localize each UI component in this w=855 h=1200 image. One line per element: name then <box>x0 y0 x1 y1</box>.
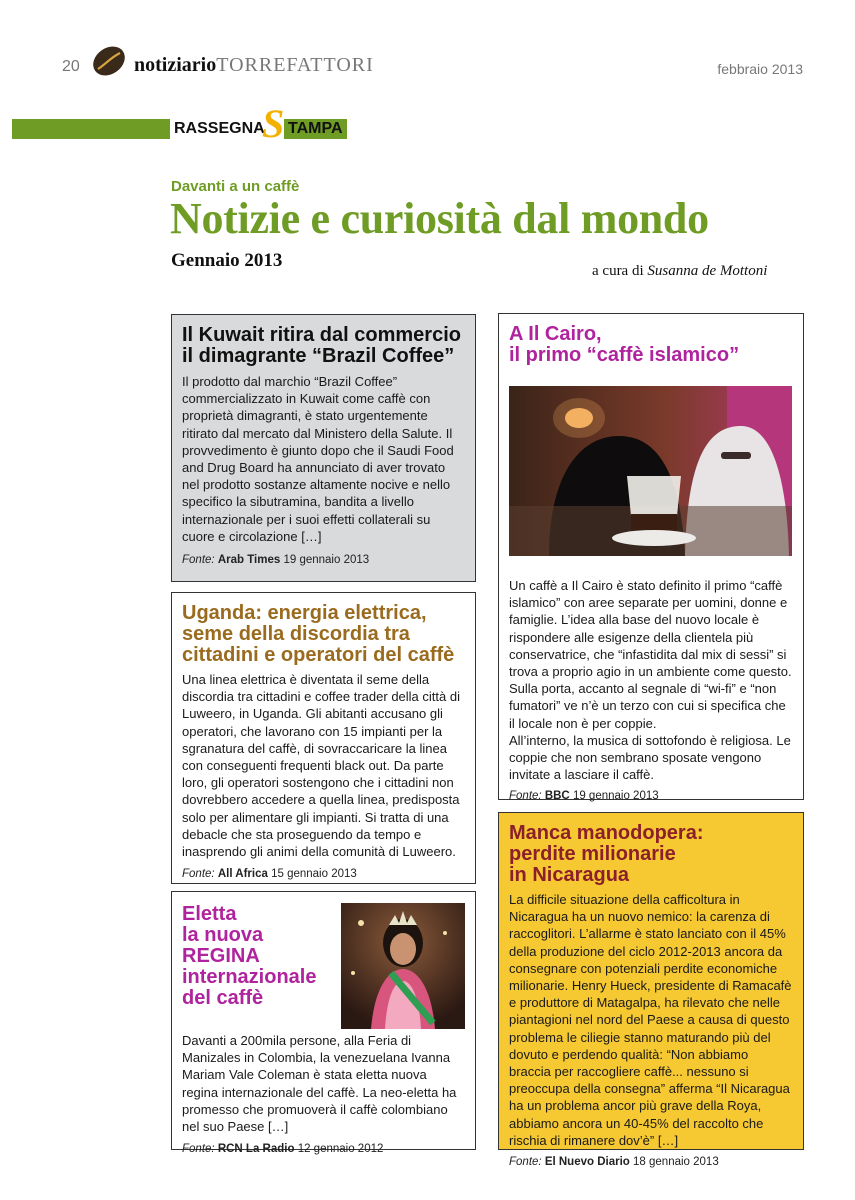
curator-credit <box>592 263 767 280</box>
source-date: 18 gennaio 2013 <box>633 1156 719 1169</box>
source-label: Fonte: <box>182 1143 215 1156</box>
kicker: Davanti a un caffè <box>171 178 300 195</box>
source-label: Fonte: <box>509 1156 542 1169</box>
title-line: la nuova <box>182 924 264 946</box>
article-source <box>509 790 793 802</box>
page-title: Notizie e curiosità dal mondo <box>170 194 709 243</box>
title-line: REGINA <box>182 945 260 967</box>
article-title: Il Kuwait ritira dal commercio il dimagrante “Brazil Coffee” <box>182 324 461 367</box>
source-label: Fonte: <box>182 554 215 567</box>
source-label: Fonte: <box>509 790 542 803</box>
article-source <box>182 1143 465 1155</box>
source-name: RCN La Radio <box>217 1143 295 1156</box>
month-label: Gennaio 2013 <box>171 250 283 271</box>
brand-light: TORREFATTORI <box>216 54 374 76</box>
article-body: Sulla porta, accanto al segnale di “wi-fi” e “non fumatori” ve n’è un terzo con cui si specifica che il locale non è per coppie. <box>509 681 786 731</box>
brand-bold: notiziario <box>134 54 217 76</box>
article-body: All’interno, la musica di sottofondo è religiosa. Le coppie che non sembrano sposate vengono invitate a lasciare il caffè. <box>509 732 791 783</box>
source-name: Arab Times <box>217 554 281 567</box>
title-line: perdite milionarie <box>509 843 676 865</box>
article-title: Uganda: energia elettrica, seme della discordia tra cittadini e operatori del caffè <box>182 602 455 666</box>
article-title <box>509 324 793 366</box>
source-date: 19 gennaio 2013 <box>572 790 659 803</box>
section-label-s: S <box>262 101 285 146</box>
source-label: Fonte: <box>182 868 215 881</box>
page-number: 20 <box>62 58 80 75</box>
article-body: La difficile situazione della cafficoltura in Nicaragua ha un nuovo nemico: la carenza di raccoglitori. L’allarme è stato lanciato con il 45% della produzione del ciclo 2012-2013 ancora da consegnare con potenziali perdite economiche milionarie. Henry Hueck, presidente di Ramacafè e produttore di Matagalpa, ha rilevato che nelle piantagioni nel nord del Paese a causa di questo problema le ciliegie stanno maturando più del dovuto e perdendo qualità: “Non abbiamo braccia per raccogliere caffè... nessuno si preoccupa della consegna” afferma “Il Nicaragua ha un problema ancor più grave della Roya, abbiamo ancora un 40-45% del raccolto che rischia di rimanere dov’è” […] <box>509 892 792 1148</box>
curator-name: Susanna de Mottoni <box>647 263 768 279</box>
article-body: Una linea elettrica è diventata il seme della discordia tra cittadini e coffee trader della città di Luweero, in Uganda. Gli abitanti accusano gli operatori, che lavorano con 15 impianti per la sgranatura del caffè, di sovraccaricare la linea con conseguenti frequenti black out. Da parte loro, gli operatori sostengono che i cittadini non dovrebbero accedere a quella linea, predisposta solo per alimentare gli impianti. Si tratta di una debacle che sta proseguendo da tempo e inasprendo gli animi della comunità di Luweero. <box>182 672 460 860</box>
title-line: Eletta <box>182 903 237 925</box>
source-date: 15 gennaio 2013 <box>271 868 357 881</box>
section-label-rassegna: RASSEGNA <box>174 120 265 137</box>
article-body: Davanti a 200mila persone, alla Feria di Manizales in Colombia, la venezuelana Ivanna Mariam Vale Coleman è stata eletta nuova regina internazionale del caffè. La neo-eletta ha promesso che promuoverà il caffè colombiano nel suo Paese […] <box>182 1033 457 1135</box>
article-title <box>509 823 793 886</box>
article-nicaragua <box>498 812 804 1169</box>
title-line: il primo “caffè islamico” <box>509 344 740 366</box>
title-line: internazionale <box>182 966 317 988</box>
coffee-bean-icon <box>90 42 128 80</box>
article-source <box>182 868 465 880</box>
source-name: BBC <box>544 790 570 803</box>
article-uganda <box>171 592 476 884</box>
coffee-queen-photo <box>341 903 465 1029</box>
title-line: A Il Cairo, <box>509 323 602 345</box>
article-body: Il prodotto dal marchio “Brazil Coffee” commercializzato in Kuwait come caffè con proprietà dimagranti, è stato urgentemente ritirato dal mercato dal Ministero della Salute. Il provvedimento è giunto dopo che il Saudi Food and Drug Board ha annunciato di aver trovato nel prodotto sostanze altamente nocive e nello specifico la sibutramina, bandita a livello internazionale per i suoi effetti collaterali su cuore e circolazione […] <box>182 374 454 544</box>
section-label-tampa: TAMPA <box>284 119 347 139</box>
source-date: 12 gennaio 2012 <box>297 1143 384 1156</box>
islamic-cafe-photo <box>509 386 792 556</box>
title-line: Manca manodopera: <box>509 822 704 844</box>
article-source <box>182 554 465 566</box>
source-date: 19 gennaio 2013 <box>283 554 370 567</box>
source-name: All Africa <box>217 868 268 881</box>
brand-name <box>134 54 374 77</box>
article-body: Un caffè a Il Cairo è stato definito il primo “caffè islamico” con aree separate per uomini, donne e famiglie. L’idea alla base del nuovo locale è rispondere alle esigenze della clientela più conservatrice, che “infastidita dal mix di sessi” si trova a proprio agio in un ambiente come questo. <box>509 578 792 680</box>
article-kuwait <box>171 314 476 582</box>
source-name: El Nuevo Diario <box>544 1156 630 1169</box>
issue-date: febbraio 2013 <box>717 61 803 77</box>
title-line: del caffè <box>182 987 264 1009</box>
curator-prefix: a cura di <box>592 263 644 279</box>
title-line: in Nicaragua <box>509 864 630 886</box>
article-source <box>509 1156 793 1168</box>
